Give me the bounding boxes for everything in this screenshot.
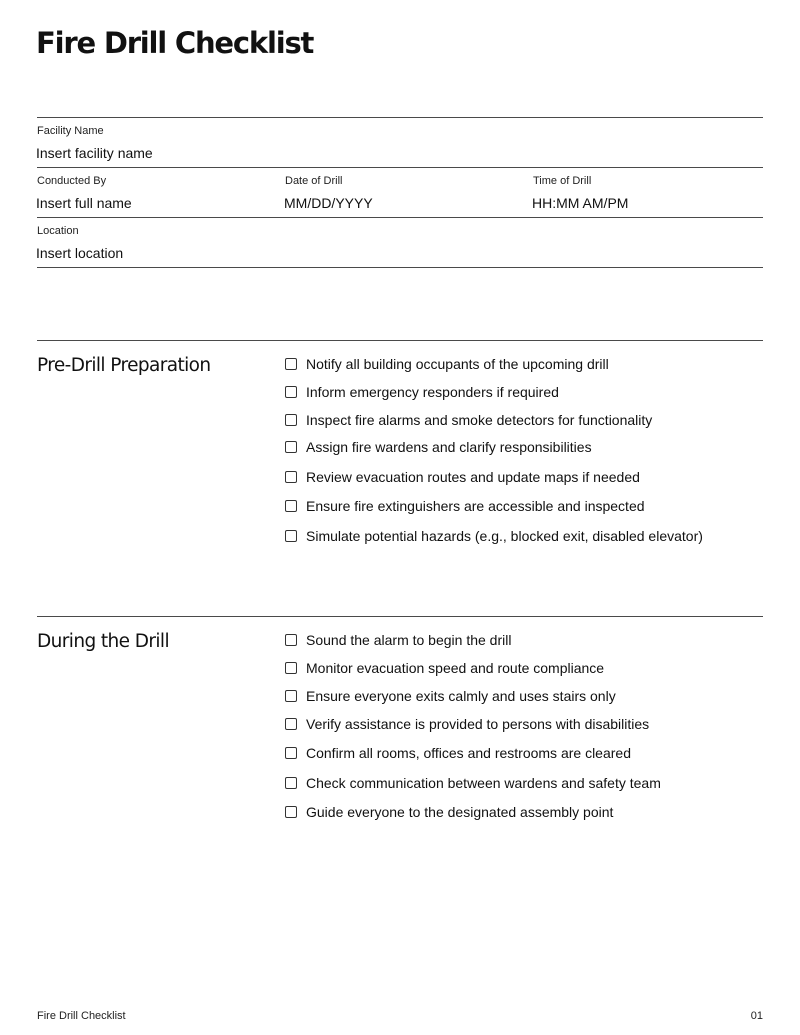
footer-page-number: 01 xyxy=(750,1010,763,1022)
time-of-drill-value[interactable]: HH:MM AM/PM xyxy=(532,195,629,211)
checklist-item[interactable] xyxy=(285,743,631,763)
date-of-drill-value[interactable]: MM/DD/YYYY xyxy=(284,195,373,211)
location-field[interactable] xyxy=(37,218,763,267)
checklist-item[interactable] xyxy=(285,437,592,457)
checklist-item-label: Check communication between wardens and safety team xyxy=(306,775,661,791)
location-label: Location xyxy=(37,225,79,237)
time-of-drill-label: Time of Drill xyxy=(533,175,592,187)
checkbox[interactable] xyxy=(285,690,297,702)
conducted-by-field[interactable] xyxy=(37,168,285,217)
checklist-item[interactable] xyxy=(285,382,559,402)
checkbox[interactable] xyxy=(285,441,297,453)
checklist-item[interactable] xyxy=(285,496,645,516)
checklist-item[interactable] xyxy=(285,410,652,430)
checklist-item[interactable] xyxy=(285,658,604,678)
checklist-item[interactable] xyxy=(285,467,640,487)
checklist-item-label: Simulate potential hazards (e.g., blocked exit, disabled elevator) xyxy=(306,528,703,544)
footer-document-name: Fire Drill Checklist xyxy=(37,1010,126,1022)
info-row-location xyxy=(37,218,763,268)
info-row-facility xyxy=(37,118,763,168)
drill-info-table xyxy=(37,117,763,268)
checklist-item-label: Guide everyone to the designated assembly point xyxy=(306,804,614,820)
checkbox[interactable] xyxy=(285,414,297,426)
checklist-item-label: Inform emergency responders if required xyxy=(306,384,559,400)
checklist-item[interactable] xyxy=(285,773,661,793)
checklist-item-label: Inspect fire alarms and smoke detectors for functionality xyxy=(306,412,653,428)
conducted-by-value[interactable]: Insert full name xyxy=(36,195,132,211)
checklist-item[interactable] xyxy=(285,686,616,706)
checklist-item[interactable] xyxy=(285,802,613,822)
checklist-item[interactable] xyxy=(285,526,703,546)
checklist-item-label: Assign fire wardens and clarify responsibilities xyxy=(306,439,592,455)
checkbox[interactable] xyxy=(285,500,297,512)
location-value[interactable]: Insert location xyxy=(36,245,124,261)
checkbox[interactable] xyxy=(285,634,297,646)
section-during-the-drill xyxy=(37,616,763,837)
checklist-item-label: Ensure fire extinguishers are accessible and inspected xyxy=(306,498,645,514)
checklist-item-label: Verify assistance is provided to persons with disabilities xyxy=(306,716,650,732)
page-title: Fire Drill Checklist xyxy=(36,26,314,60)
time-of-drill-field[interactable] xyxy=(533,168,763,217)
checkbox[interactable] xyxy=(285,718,297,730)
section-title: During the Drill xyxy=(37,631,169,652)
section-title: Pre-Drill Preparation xyxy=(37,355,211,376)
info-row-conductor-date-time xyxy=(37,168,763,218)
facility-name-label: Facility Name xyxy=(37,125,104,137)
checkbox[interactable] xyxy=(285,530,297,542)
checkbox[interactable] xyxy=(285,386,297,398)
checkbox[interactable] xyxy=(285,471,297,483)
checklist-item-label: Ensure everyone exits calmly and uses stairs only xyxy=(306,688,616,704)
date-of-drill-label: Date of Drill xyxy=(285,175,343,187)
checkbox[interactable] xyxy=(285,358,297,370)
facility-name-value[interactable]: Insert facility name xyxy=(36,145,153,161)
checklist-item[interactable] xyxy=(285,354,609,374)
checklist-item-label: Sound the alarm to begin the drill xyxy=(306,632,512,648)
checklist-item[interactable] xyxy=(285,714,649,734)
checklist-item-label: Monitor evacuation speed and route compliance xyxy=(306,660,605,676)
checkbox[interactable] xyxy=(285,806,297,818)
facility-name-field[interactable] xyxy=(37,118,763,167)
checklist-item-label: Notify all building occupants of the upcoming drill xyxy=(306,356,609,372)
section-pre-drill-preparation xyxy=(37,340,763,561)
checkbox[interactable] xyxy=(285,747,297,759)
checkbox[interactable] xyxy=(285,777,297,789)
checklist-item[interactable] xyxy=(285,630,511,650)
checkbox[interactable] xyxy=(285,662,297,674)
conducted-by-label: Conducted By xyxy=(37,175,107,187)
checklist-item-label: Review evacuation routes and update maps if needed xyxy=(306,469,640,485)
date-of-drill-field[interactable] xyxy=(285,168,533,217)
checklist-item-label: Confirm all rooms, offices and restrooms are cleared xyxy=(306,745,631,761)
